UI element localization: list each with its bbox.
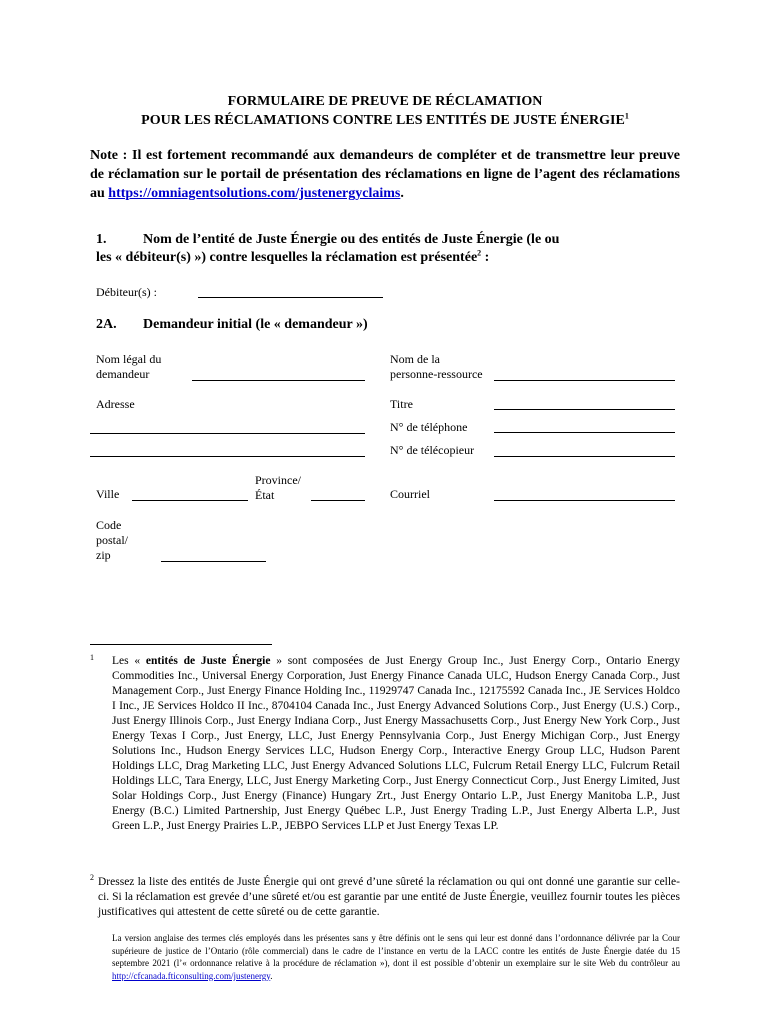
footnote-1-text: » sont composées de Just Energy Group Inc., Just Energy Corp., Ontario Energy Commodities Inc., Universal Energy Corporation, Just Energy Finance Canada ULC, Hudson Energy Canada Corp., Just Management Corp., Just Energy Finance Holding Inc., 11929747 Canada Inc., 12175592 Canada Inc., JE Services Holdco I Inc., JE Services Holdco II Inc., 8704104 Canada Inc., Just Energy Advanced Solutions Corp., Just Energy (U.S.) Corp., Just Energy Illinois Corp., Just Energy Indiana Corp., Just Energy Massachusetts Corp., Just Energy New York Corp., Just Energy Texas I Corp., Just Energy, LLC, Just Energy Pennsylvania Corp., Just Energy Michigan Corp., Just Energy Solutions Inc., Hudson Energy Services LLC, Hudson Energy Corp., Interactive Energy Group LLC, Hudson Parent Holdings LLC, Drag Marketing LLC, Just Energy Advanced Solutions LLC, Fulcrum Retail Energy LLC, Fulcrum Retail Holdings LLC, Tara Energy, LLC, Just Energy Marketing Corp., Just Energy Connecticut Corp., Just Energy Limited, Just Solar Holdings Corp., Just Energy (Finance) Hungary Zrt., Just Energy Ontario L.P., Just Energy Manitoba L.P., Just Energy (B.C.) Limited Partnership, Just Energy Québec L.P., Just Energy Trading L.P., Just Energy Alberta L.P., Just Green L.P., Just Energy Prairies L.P., JEBPO Services LLP et Just Energy Texas LP. <box>112 655 680 832</box>
claims-portal-link[interactable]: https://omniagentsolutions.com/justenergyclaims <box>108 186 401 201</box>
footnote-ref-1[interactable]: 1 <box>624 111 629 121</box>
section1-number: 1. <box>96 232 107 247</box>
province-label-l2: État <box>255 488 275 502</box>
postal-code-label-l1: Code <box>96 518 122 532</box>
postal-code-label-l3: zip <box>96 548 111 562</box>
section1-heading-line1: Nom de l’entité de Juste Énergie ou des entités de Juste Énergie (le ou <box>143 232 560 247</box>
translation-note <box>112 932 680 982</box>
form-title-line1: FORMULAIRE DE PREUVE DE RÉCLAMATION <box>227 94 543 109</box>
legal-name-label-l2: demandeur <box>96 367 150 381</box>
footnote-1-pre: Les « <box>112 655 146 667</box>
contact-person-label <box>390 352 483 382</box>
phone-field[interactable] <box>494 432 675 433</box>
section1-heading-line2-text: les « débiteur(s) ») contre lesquelles la réclamation est présentée <box>96 250 478 265</box>
form-title-line2-text: POUR LES RÉCLAMATIONS CONTRE LES ENTITÉS DE JUSTE ÉNERGIE <box>141 113 625 128</box>
footnote-1-number: 1 <box>90 653 94 662</box>
footnote-1-term: entités de Juste Énergie <box>145 655 271 667</box>
legal-name-label-l1: Nom légal du <box>96 352 162 366</box>
title-label: Titre <box>390 397 413 411</box>
postal-code-label <box>96 518 128 563</box>
contact-person-label-l1: Nom de la <box>390 352 440 366</box>
fax-label: N° de télécopieur <box>390 443 475 457</box>
section1-heading-end: : <box>481 250 490 265</box>
address-field-line2[interactable] <box>90 456 365 457</box>
section2a-number: 2A. <box>96 317 117 332</box>
postal-code-label-l2: postal/ <box>96 533 128 547</box>
city-label: Ville <box>96 487 120 501</box>
contact-person-field[interactable] <box>494 380 675 381</box>
translation-note-end: . <box>270 970 273 981</box>
monitor-website-link[interactable]: http://cfcanada.fticonsulting.com/justenergy <box>112 970 271 981</box>
footnote-1 <box>112 654 680 834</box>
note-paragraph <box>90 146 680 203</box>
address-field-line1[interactable] <box>90 433 365 434</box>
legal-name-field[interactable] <box>192 380 365 381</box>
legal-name-label <box>96 352 161 382</box>
footnote-ref-2[interactable]: 2 <box>477 248 482 258</box>
province-label <box>255 473 301 503</box>
title-field[interactable] <box>494 409 675 410</box>
fax-field[interactable] <box>494 456 675 457</box>
debtor-field[interactable] <box>198 297 383 298</box>
postal-code-field[interactable] <box>161 561 266 562</box>
footnote-2-number: 2 <box>90 873 94 882</box>
province-label-l1: Province/ <box>255 473 301 487</box>
province-field[interactable] <box>311 500 365 501</box>
email-label: Courriel <box>390 487 430 501</box>
footnote-separator <box>90 644 272 645</box>
translation-note-text: La version anglaise des termes clés employés dans les présentes sans y être définis ont le sens qui leur est donné dans l’ordonnance délivrée par la Cour supérieure de justice de l’Ontario (rôle commercial) dans le cadre de l’instance en vertu de la LACC contre les entités de Juste Énergie datée du 15 septembre 2021 (l’« ordonnance relative à la procédure de réclamation »), dont il est possible d’obtenir un exemplaire sur le site Web du contrôleur au <box>112 933 680 968</box>
footnote-2: Dressez la liste des entités de Juste Énergie qui ont grevé d’une sûreté la réclamation ou qui ont donné une garantie sur celle-ci. Si la réclamation est grevée d’une sûreté et/ou est garantie par une entité de Juste Énergie, veuillez fournir toutes les pièces justificatives qui attestent de cette sûreté ou de cette garantie. <box>98 876 680 918</box>
address-label: Adresse <box>96 397 135 411</box>
contact-person-label-l2: personne-ressource <box>390 367 483 381</box>
section2a-heading: Demandeur initial (le « demandeur ») <box>143 317 368 332</box>
note-end: . <box>400 186 404 201</box>
debtor-label: Débiteur(s) : <box>96 285 157 299</box>
note-text: Note : Il est fortement recommandé aux demandeurs de compléter et de transmettre leur preuve de réclamation sur le portail de présentation des réclamations en ligne de l’agent des réclamations au <box>90 148 680 201</box>
city-field[interactable] <box>132 500 248 501</box>
email-field[interactable] <box>494 500 675 501</box>
phone-label: N° de téléphone <box>390 420 468 434</box>
form-title-line2 <box>0 113 770 129</box>
section1-heading-line2 <box>96 250 489 266</box>
